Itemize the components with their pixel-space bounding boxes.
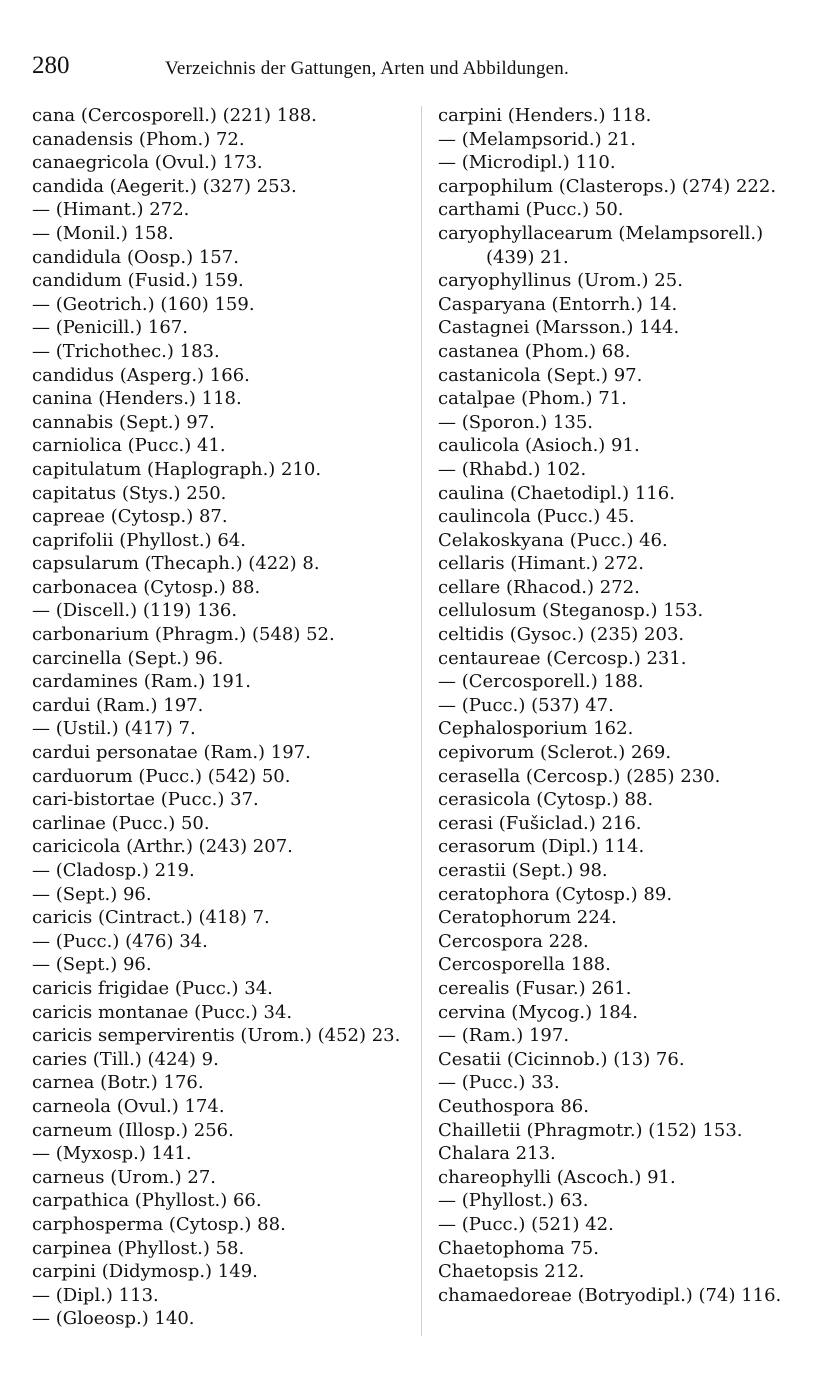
- index-entry: Chaetophoma 75.: [438, 1237, 599, 1259]
- index-entry: carneola (Ovul.) 174.: [32, 1095, 225, 1117]
- index-entry: cardui personatae (Ram.) 197.: [32, 742, 311, 764]
- index-entry: — (Pucc.) 33.: [438, 1072, 560, 1094]
- index-entry: caricis (Cintract.) (418) 7.: [32, 907, 270, 929]
- index-entry: candidula (Oosp.) 157.: [32, 246, 239, 268]
- index-entry: candidus (Asperg.) 166.: [32, 364, 250, 386]
- index-entry: cannabis (Sept.) 97.: [32, 411, 215, 433]
- index-entry: — (Cercosporell.) 188.: [438, 671, 644, 693]
- index-entry: — (Sept.) 96.: [32, 954, 152, 976]
- index-entry: cerasorum (Dipl.) 114.: [438, 836, 645, 858]
- index-entry: Cercospora 228.: [438, 930, 589, 952]
- index-entry: carlinae (Pucc.) 50.: [32, 812, 210, 834]
- index-entry: cardui (Ram.) 197.: [32, 694, 204, 716]
- index-entry: capsularum (Thecaph.) (422) 8.: [32, 553, 320, 575]
- index-entry: caulincola (Pucc.) 45.: [438, 506, 635, 528]
- index-entry: — (Myxosp.) 141.: [32, 1143, 192, 1165]
- index-entry: candidum (Fusid.) 159.: [32, 270, 244, 292]
- index-entry: capitatus (Stys.) 250.: [32, 482, 227, 504]
- index-entry: castanicola (Sept.) 97.: [438, 364, 643, 386]
- index-entry: — (Pucc.) (537) 47.: [438, 694, 614, 716]
- index-entry: — (Gloeosp.) 140.: [32, 1308, 195, 1330]
- index-entry: caricis montanae (Pucc.) 34.: [32, 1001, 293, 1023]
- index-entry: Cesatii (Cicinnob.) (13) 76.: [438, 1048, 685, 1070]
- index-entry: castanea (Phom.) 68.: [438, 340, 631, 362]
- index-entry: celtidis (Gysoc.) (235) 203.: [438, 624, 685, 646]
- index-entry: catalpae (Phom.) 71.: [438, 388, 627, 410]
- index-entry: ceratophora (Cytosp.) 89.: [438, 883, 673, 905]
- index-entry: Casparyana (Entorrh.) 14.: [438, 293, 678, 315]
- index-column-right: [438, 104, 808, 1307]
- index-entry: chamaedoreae (Botryodipl.) (74) 116.: [438, 1284, 782, 1306]
- index-entry: carpini (Didymosp.) 149.: [32, 1261, 258, 1283]
- index-entry: canadensis (Phom.) 72.: [32, 128, 245, 150]
- index-entry: caprifolii (Phyllost.) 64.: [32, 529, 246, 551]
- index-entry: caryophyllinus (Urom.) 25.: [438, 270, 683, 292]
- index-entry: — (Phyllost.) 63.: [438, 1190, 589, 1212]
- index-entry: caricis frigidae (Pucc.) 34.: [32, 977, 273, 999]
- index-entry: Cercosporella 188.: [438, 954, 611, 976]
- index-entry: canaegricola (Ovul.) 173.: [32, 152, 263, 174]
- index-entry: cervina (Mycog.) 184.: [438, 1001, 638, 1023]
- index-entry: caryophyllacearum (Melampsorell.) (439) 21.: [438, 222, 764, 268]
- index-entry: caries (Till.) (424) 9.: [32, 1048, 219, 1070]
- column-divider: [421, 106, 422, 1336]
- index-entry: — (Microdipl.) 110.: [438, 152, 616, 174]
- index-entry: — (Pucc.) (521) 42.: [438, 1213, 614, 1235]
- index-entry: — (Ram.) 197.: [438, 1025, 570, 1047]
- index-entry: — (Ustil.) (417) 7.: [32, 718, 196, 740]
- index-entry: — (Monil.) 158.: [32, 222, 174, 244]
- index-entry: Ceratophorum 224.: [438, 907, 617, 929]
- index-entry: — (Cladosp.) 219.: [32, 860, 195, 881]
- index-entry: centaureae (Cercosp.) 231.: [438, 647, 687, 669]
- index-entry: cerasicola (Cytosp.) 88.: [438, 789, 654, 811]
- index-entry: Chailletii (Phragmotr.) (152) 153.: [438, 1119, 743, 1141]
- index-entry: caulina (Chaetodipl.) 116.: [438, 482, 675, 504]
- index-entry: canina (Henders.) 118.: [32, 388, 242, 410]
- index-entry: carpophilum (Clasterops.) (274) 222.: [438, 175, 777, 197]
- page-number: 280: [32, 52, 70, 79]
- index-column-left: [32, 104, 410, 1331]
- index-entry: Celakoskyana (Pucc.) 46.: [438, 529, 668, 551]
- index-entry: — (Pucc.) (476) 34.: [32, 930, 208, 952]
- index-entry: cari-bistortae (Pucc.) 37.: [32, 789, 259, 811]
- index-entry: cerastii (Sept.) 98.: [438, 860, 608, 881]
- index-entry: cerasella (Cercosp.) (285) 230.: [438, 765, 721, 787]
- page-header: [32, 52, 812, 84]
- index-entry: caricis sempervirentis (Urom.) (452) 23.: [32, 1025, 401, 1047]
- index-entry: caulicola (Asioch.) 91.: [438, 435, 640, 457]
- index-entry: carneum (Illosp.) 256.: [32, 1119, 234, 1141]
- index-entry: chareophylli (Ascoch.) 91.: [438, 1166, 676, 1188]
- index-entry: Cephalosporium 162.: [438, 718, 634, 740]
- index-entry: Castagnei (Marsson.) 144.: [438, 317, 680, 339]
- index-entry: Chaetopsis 212.: [438, 1261, 585, 1283]
- index-entry: — (Geotrich.) (160) 159.: [32, 293, 255, 315]
- index-entry: candida (Aegerit.) (327) 253.: [32, 175, 297, 197]
- index-entry: — (Rhabd.) 102.: [438, 458, 587, 480]
- index-entry: carcinella (Sept.) 96.: [32, 647, 224, 669]
- index-entry: carbonacea (Cytosp.) 88.: [32, 576, 261, 598]
- index-entry: — (Penicill.) 167.: [32, 317, 188, 339]
- index-entry: carduorum (Pucc.) (542) 50.: [32, 765, 291, 787]
- index-entry: carpini (Henders.) 118.: [438, 105, 652, 126]
- index-entry: carnea (Botr.) 176.: [32, 1072, 204, 1094]
- index-entry: — (Melampsorid.) 21.: [438, 128, 636, 150]
- index-entry: cellaris (Himant.) 272.: [438, 553, 644, 575]
- index-entry: capitulatum (Haplograph.) 210.: [32, 458, 322, 480]
- index-entry: carniolica (Pucc.) 41.: [32, 435, 226, 457]
- index-entry: — (Himant.) 272.: [32, 199, 190, 221]
- index-entry: carbonarium (Phragm.) (548) 52.: [32, 624, 335, 646]
- index-entry: — (Dipl.) 113.: [32, 1284, 159, 1306]
- index-entry: cardamines (Ram.) 191.: [32, 671, 252, 693]
- index-entry: cellulosum (Steganosp.) 153.: [438, 600, 704, 622]
- index-entry: cana (Cercosporell.) (221) 188.: [32, 105, 317, 126]
- index-entry: Ceuthospora 86.: [438, 1095, 589, 1117]
- index-entry: — (Sept.) 96.: [32, 883, 152, 905]
- index-entry: carpinea (Phyllost.) 58.: [32, 1237, 245, 1259]
- index-entry: cellare (Rhacod.) 272.: [438, 576, 640, 598]
- index-entry: caricicola (Arthr.) (243) 207.: [32, 836, 293, 858]
- index-entry: cepivorum (Sclerot.) 269.: [438, 742, 672, 764]
- index-entry: carthami (Pucc.) 50.: [438, 199, 624, 221]
- index-entry: cerasi (Fušiclad.) 216.: [438, 812, 642, 834]
- index-entry: carneus (Urom.) 27.: [32, 1166, 217, 1188]
- index-entry: cerealis (Fusar.) 261.: [438, 977, 632, 999]
- index-entry: capreae (Cytosp.) 87.: [32, 506, 228, 528]
- index-entry: — (Discell.) (119) 136.: [32, 600, 238, 622]
- index-entry: carphosperma (Cytosp.) 88.: [32, 1213, 286, 1235]
- running-title: Verzeichnis der Gattungen, Arten und Abbildungen.: [165, 58, 569, 79]
- index-entry: Chalara 213.: [438, 1143, 556, 1165]
- index-entry: — (Trichothec.) 183.: [32, 340, 220, 362]
- index-entry: — (Sporon.) 135.: [438, 411, 594, 433]
- index-entry: carpathica (Phyllost.) 66.: [32, 1190, 262, 1212]
